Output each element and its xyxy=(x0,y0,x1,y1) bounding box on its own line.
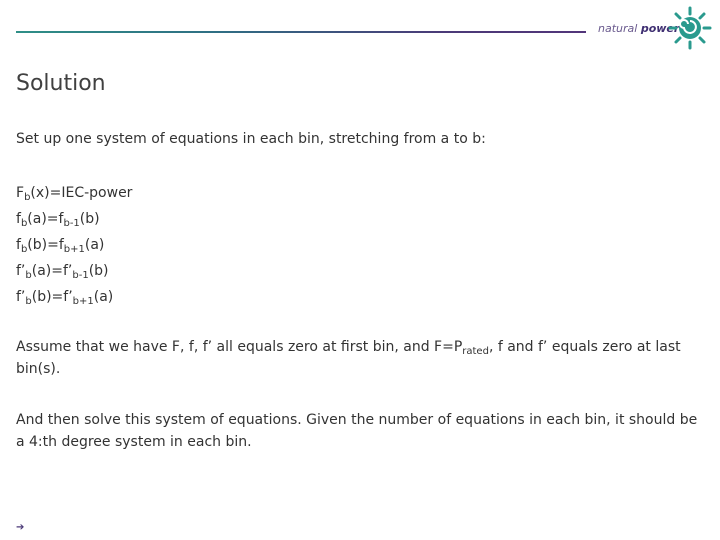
equation-line: $F_b(x)=IEC$-power xyxy=(16,185,133,203)
equation-list xyxy=(16,180,132,310)
brand-word-power: power xyxy=(640,22,680,35)
equation-line: $f’_b(a)=f’_{b-1}(b)$ xyxy=(16,263,109,281)
equation-line: $f_b(b)=f_{b+1}(a)$ xyxy=(16,237,105,255)
equation-line: $f’_b(b)=f’_{b+1}(a)$ xyxy=(16,289,114,307)
equation-line: $f_b(a)=f_{b-1}(b)$ xyxy=(16,211,100,229)
brand-word-natural: natural xyxy=(598,22,638,35)
intro-text: Set up one system of equations in each bin, stretching from a to b: xyxy=(16,131,486,147)
assumption-paragraph: Assume that we have F, f, f’ all equals zero at first bin, and $F=P_{rated}$, f and f’ equals zero at last bin(s). xyxy=(16,339,681,377)
solve-paragraph: And then solve this system of equations. Given the number of equations in each bin, it should be a 4:th degree system in each bin. xyxy=(16,412,698,450)
slide-title: Solution xyxy=(16,71,106,96)
header-divider-line xyxy=(16,31,586,33)
sun-spiral-logo-icon xyxy=(668,6,712,50)
next-arrow-icon[interactable]: ➔ xyxy=(16,522,25,533)
